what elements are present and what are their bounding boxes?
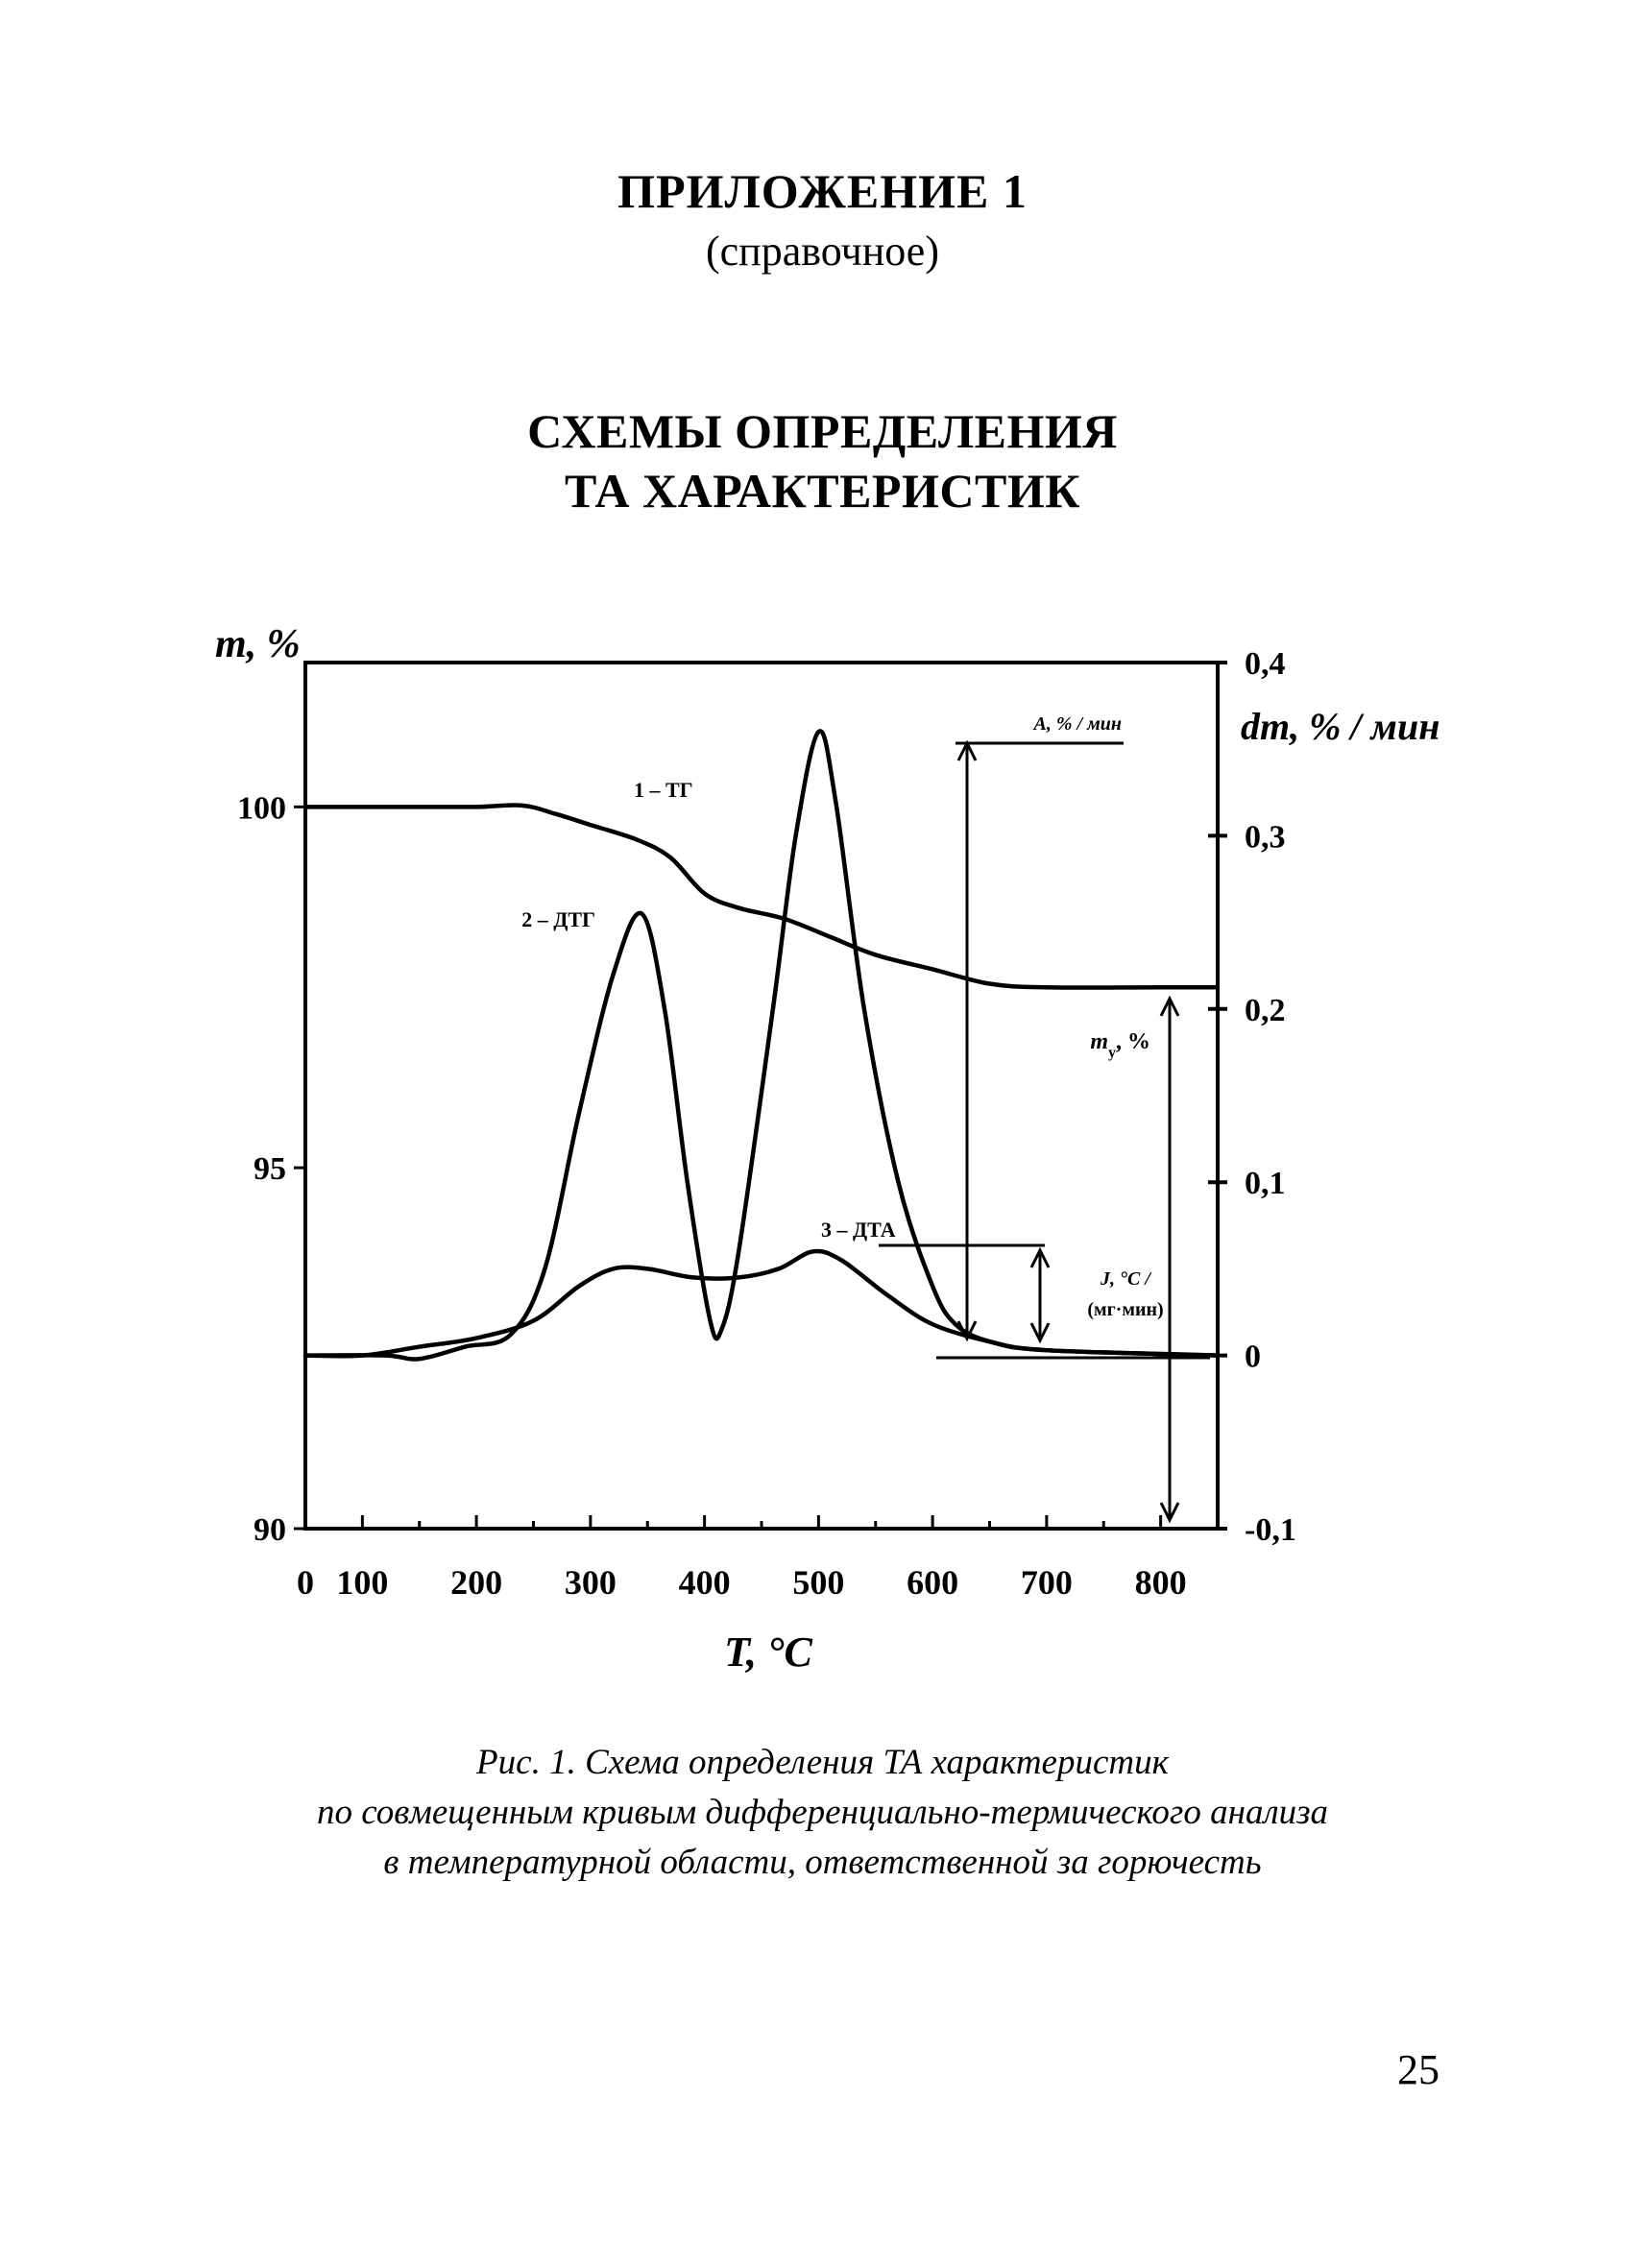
x-tick-label: 300 <box>564 1563 617 1602</box>
x-tick-label: 800 <box>1134 1563 1187 1602</box>
x-tick-label: 600 <box>907 1563 959 1602</box>
appendix-title: ПРИЛОЖЕНИЕ 1 <box>617 164 1028 218</box>
y-right-tick-label: 0 <box>1245 1339 1261 1375</box>
figure-caption <box>0 1738 1645 1888</box>
a-arrow-label: A, % / мин <box>1033 713 1122 735</box>
appendix-subtitle: (справочное) <box>706 228 939 275</box>
x-tick-label: 100 <box>336 1563 389 1602</box>
y-left-tick-label: 95 <box>254 1151 286 1188</box>
y-left-tick-label: 90 <box>254 1512 286 1548</box>
caption-line-1: Рис. 1. Схема определения ТА характеристик <box>476 1743 1169 1782</box>
x-tick-label: 200 <box>450 1563 503 1602</box>
section-title <box>0 401 1645 520</box>
tg-curve-label: 1 – ТГ <box>634 778 693 802</box>
dtg-curve-label: 2 – ДТГ <box>521 907 595 931</box>
thermal-analysis-chart <box>0 595 1645 1690</box>
dta-curve <box>305 1251 1218 1356</box>
caption-line-2: по совмещенным кривым дифференциально-термического анализа <box>316 1793 1329 1832</box>
y-right-tick-label: 0,2 <box>1245 992 1286 1028</box>
dta-curve-label: 3 – ДТА <box>821 1218 896 1242</box>
y-right-tick-label: -0,1 <box>1245 1512 1296 1548</box>
y-right-axis-title: dm, % / мин <box>1241 705 1440 748</box>
chart-series <box>305 731 1218 1359</box>
tg-curve <box>305 805 1218 987</box>
y-right-tick-label: 0,4 <box>1245 646 1286 682</box>
dtg-curve <box>305 731 1218 1359</box>
j-arrow-label-line-1: J, °C / <box>1101 1268 1150 1290</box>
section-title-line-2: ТА ХАРАКТЕРИСТИК <box>565 464 1080 518</box>
x-axis-title: T, °C <box>724 1629 812 1676</box>
y-left-tick-label: 100 <box>237 790 286 827</box>
m-residue-label: $m_у$, % <box>1090 1029 1150 1061</box>
y-right-tick-label: 0,1 <box>1245 1166 1286 1202</box>
page-number: 25 <box>1397 2046 1439 2093</box>
caption-line-3: в температурной области, ответственной за горючесть <box>383 1843 1262 1882</box>
section-title-line-1: СХЕМЫ ОПРЕДЕЛЕНИЯ <box>527 404 1118 458</box>
chart-ticks <box>237 646 1296 1602</box>
y-left-axis-title: m, % <box>215 622 301 666</box>
x-tick-label: 0 <box>297 1563 314 1602</box>
y-right-tick-label: 0,3 <box>1245 819 1286 856</box>
x-tick-label: 500 <box>792 1563 845 1602</box>
x-tick-label: 700 <box>1020 1563 1073 1602</box>
j-arrow-label-line-2: (мг·мин) <box>1087 1299 1164 1320</box>
chart-annotations <box>879 713 1210 1520</box>
x-tick-label: 400 <box>678 1563 731 1602</box>
